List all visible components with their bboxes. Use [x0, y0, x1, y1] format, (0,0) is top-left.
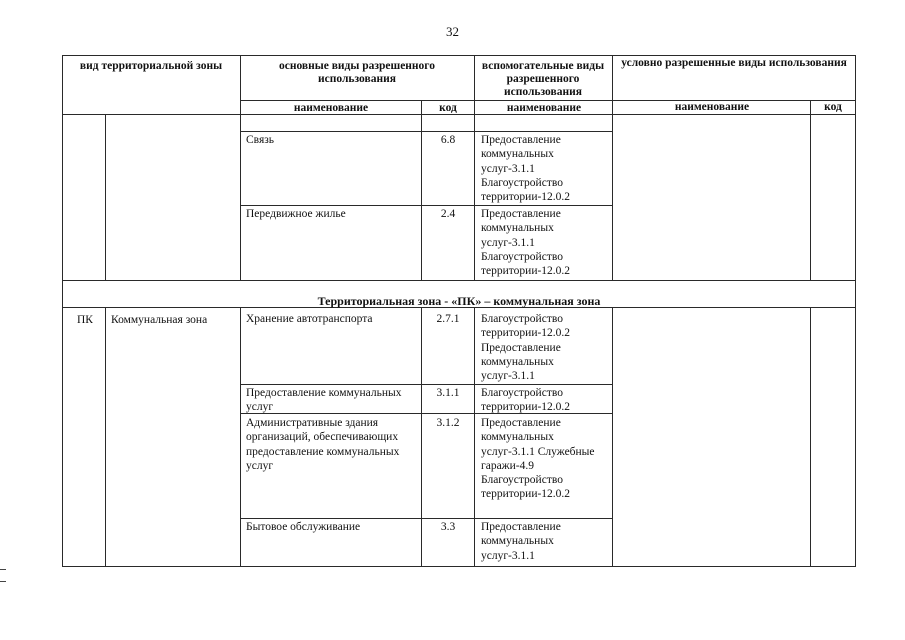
- main-use-name: Связь: [246, 134, 275, 146]
- main-use-code: 2.7.1: [436, 313, 460, 325]
- subheader-main-name: наименование: [293, 102, 369, 114]
- main-use-name: Бытовое обслуживание: [246, 521, 361, 533]
- scan-mark: [0, 581, 6, 582]
- main-use-code: 2.4: [440, 208, 456, 220]
- main-use-name: Предоставление коммунальных услуг: [246, 387, 402, 414]
- header-conditional-uses: условно разрешенные виды использования: [621, 57, 847, 69]
- subheader-cond-code: код: [824, 101, 842, 113]
- aux-use-text: Предоставление коммунальных услуг-3.1.1: [481, 521, 561, 562]
- header-main-uses: основные виды разрешенного использования: [278, 60, 435, 85]
- main-use-name: Передвижное жилье: [246, 208, 346, 220]
- aux-use-text: Предоставление коммунальных услуг-3.1.1 Благоустройство территории-12.0.2: [481, 208, 571, 278]
- header-aux-uses: вспомогательные виды разрешенного использования: [481, 60, 605, 98]
- zone-code: ПК: [77, 314, 93, 326]
- zone-title: Территориальная зона - «ПК» – коммунальная зона: [317, 294, 601, 308]
- aux-use-text: Благоустройство территории-12.0.2: [481, 387, 571, 414]
- main-use-name: Хранение автотранспорта: [246, 313, 373, 325]
- aux-use-text: Предоставление коммунальных услуг-3.1.1 Служебные гаражи-4.9 Благоустройство территории-12.0.2: [481, 417, 595, 501]
- aux-use-text: Предоставление коммунальных услуг-3.1.1 Благоустройство территории-12.0.2: [481, 134, 571, 204]
- page-number: 32: [446, 24, 459, 39]
- subheader-aux-name: наименование: [506, 102, 582, 114]
- main-use-code: 3.3: [440, 521, 456, 533]
- subheader-cond-name: наименование: [674, 101, 750, 113]
- subheader-main-code: код: [439, 102, 457, 114]
- main-use-code: 6.8: [440, 134, 456, 146]
- header-zone-type: вид территориальной зоны: [79, 60, 223, 72]
- scan-mark: [0, 569, 6, 570]
- main-use-code: 3.1.2: [436, 417, 460, 429]
- main-use-code: 3.1.1: [436, 387, 460, 399]
- main-use-name: Административные здания организаций, обеспечивающих предоставление коммунальных услуг: [246, 417, 400, 472]
- zone-name: Коммунальная зона: [111, 314, 208, 326]
- aux-use-text: Благоустройство территории-12.0.2 Предоставление коммунальных услуг-3.1.1: [481, 313, 571, 383]
